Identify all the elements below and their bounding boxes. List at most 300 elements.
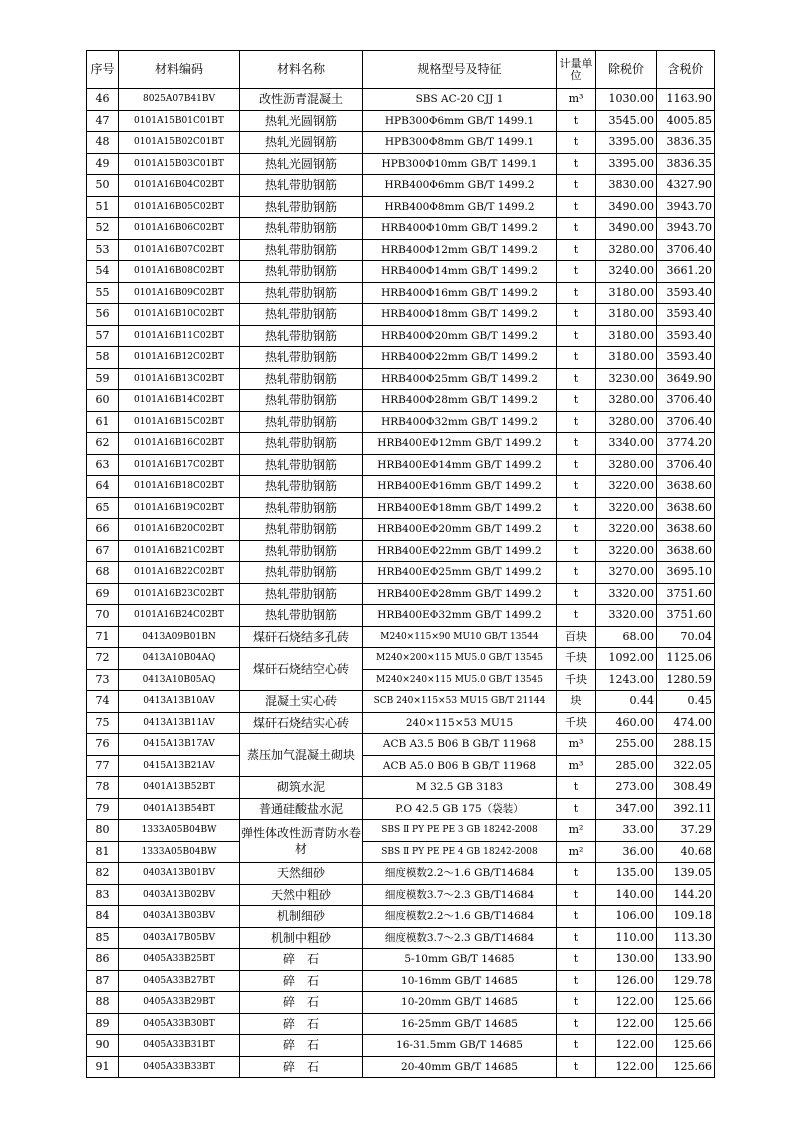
cell-name: 热轧带肋钢筋 bbox=[240, 540, 363, 562]
cell-name: 混凝土实心砖 bbox=[240, 691, 363, 713]
cell-price-ex: 130.00 bbox=[596, 949, 657, 971]
cell-unit: t bbox=[557, 433, 596, 455]
cell-unit: t bbox=[557, 540, 596, 562]
cell-spec: HRB400EΦ14mm GB/T 1499.2 bbox=[363, 454, 557, 476]
cell-unit: t bbox=[557, 798, 596, 820]
cell-price-in: 3593.40 bbox=[657, 282, 715, 304]
cell-price-ex: 3280.00 bbox=[596, 411, 657, 433]
cell-index: 54 bbox=[87, 261, 119, 283]
cell-spec: 10-16mm GB/T 14685 bbox=[363, 970, 557, 992]
table-row bbox=[87, 755, 715, 777]
cell-spec: 细度模数3.7～2.3 GB/T14684 bbox=[363, 927, 557, 949]
cell-name: 煤矸石烧结多孔砖 bbox=[240, 626, 363, 648]
cell-price-in: 3706.40 bbox=[657, 390, 715, 412]
cell-code: 0101A16B24C02BT bbox=[119, 605, 240, 627]
cell-price-ex: 3490.00 bbox=[596, 196, 657, 218]
cell-price-in: 1163.90 bbox=[657, 89, 715, 111]
cell-code: 0101A16B17C02BT bbox=[119, 454, 240, 476]
cell-unit: t bbox=[557, 949, 596, 971]
cell-index: 65 bbox=[87, 497, 119, 519]
cell-price-ex: 140.00 bbox=[596, 884, 657, 906]
cell-name: 热轧带肋钢筋 bbox=[240, 304, 363, 326]
table-row bbox=[87, 218, 715, 240]
cell-code: 0401A13B54BT bbox=[119, 798, 240, 820]
cell-name: 碎 石 bbox=[240, 992, 363, 1014]
cell-code: 0405A33B29BT bbox=[119, 992, 240, 1014]
cell-code: 0101A16B23C02BT bbox=[119, 583, 240, 605]
cell-unit: t bbox=[557, 368, 596, 390]
cell-unit: t bbox=[557, 992, 596, 1014]
cell-code: 0403A13B01BV bbox=[119, 863, 240, 885]
table-row bbox=[87, 304, 715, 326]
cell-code: 0101A16B20C02BT bbox=[119, 519, 240, 541]
cell-index: 69 bbox=[87, 583, 119, 605]
cell-unit: t bbox=[557, 863, 596, 885]
cell-index: 88 bbox=[87, 992, 119, 1014]
cell-price-in: 144.20 bbox=[657, 884, 715, 906]
table-row bbox=[87, 562, 715, 584]
header-spec: 规格型号及特征 bbox=[363, 51, 557, 89]
cell-index: 60 bbox=[87, 390, 119, 412]
cell-price-in: 3661.20 bbox=[657, 261, 715, 283]
cell-index: 73 bbox=[87, 669, 119, 691]
cell-spec: HRB400EΦ18mm GB/T 1499.2 bbox=[363, 497, 557, 519]
cell-name: 热轧带肋钢筋 bbox=[240, 562, 363, 584]
table-row bbox=[87, 110, 715, 132]
table-row bbox=[87, 411, 715, 433]
cell-price-in: 3751.60 bbox=[657, 605, 715, 627]
cell-spec: ACB A5.0 B06 B GB/T 11968 bbox=[363, 755, 557, 777]
cell-name: 热轧带肋钢筋 bbox=[240, 390, 363, 412]
cell-unit: t bbox=[557, 239, 596, 261]
cell-spec: 细度模数2.2～1.6 GB/T14684 bbox=[363, 906, 557, 928]
cell-name: 热轧光圆钢筋 bbox=[240, 110, 363, 132]
cell-spec: 240×115×53 MU15 bbox=[363, 712, 557, 734]
cell-name: 热轧带肋钢筋 bbox=[240, 519, 363, 541]
table-row bbox=[87, 734, 715, 756]
table-row bbox=[87, 261, 715, 283]
cell-unit: t bbox=[557, 411, 596, 433]
cell-spec: HRB400EΦ12mm GB/T 1499.2 bbox=[363, 433, 557, 455]
cell-price-in: 1280.59 bbox=[657, 669, 715, 691]
cell-unit: 千块 bbox=[557, 712, 596, 734]
cell-price-ex: 3320.00 bbox=[596, 583, 657, 605]
cell-price-ex: 106.00 bbox=[596, 906, 657, 928]
table-row bbox=[87, 777, 715, 799]
cell-index: 72 bbox=[87, 648, 119, 670]
table-row bbox=[87, 175, 715, 197]
cell-price-ex: 285.00 bbox=[596, 755, 657, 777]
cell-name: 热轧光圆钢筋 bbox=[240, 132, 363, 154]
cell-index: 66 bbox=[87, 519, 119, 541]
table-row bbox=[87, 390, 715, 412]
cell-spec: M 32.5 GB 3183 bbox=[363, 777, 557, 799]
cell-name: 热轧光圆钢筋 bbox=[240, 153, 363, 175]
cell-index: 76 bbox=[87, 734, 119, 756]
cell-price-ex: 1092.00 bbox=[596, 648, 657, 670]
header-price-ex: 除税价 bbox=[596, 51, 657, 89]
table-row bbox=[87, 347, 715, 369]
cell-code: 0405A33B27BT bbox=[119, 970, 240, 992]
header-index: 序号 bbox=[87, 51, 119, 89]
cell-code: 0401A13B52BT bbox=[119, 777, 240, 799]
cell-price-in: 3706.40 bbox=[657, 411, 715, 433]
cell-spec: HPB300Φ10mm GB/T 1499.1 bbox=[363, 153, 557, 175]
table-row bbox=[87, 1056, 715, 1078]
cell-index: 64 bbox=[87, 476, 119, 498]
cell-code: 0101A16B12C02BT bbox=[119, 347, 240, 369]
cell-index: 75 bbox=[87, 712, 119, 734]
cell-spec: SBS Ⅱ PY PE PE 4 GB 18242-2008 bbox=[363, 841, 557, 863]
cell-price-in: 3593.40 bbox=[657, 325, 715, 347]
cell-name: 热轧带肋钢筋 bbox=[240, 476, 363, 498]
table-row bbox=[87, 454, 715, 476]
cell-price-in: 0.45 bbox=[657, 691, 715, 713]
cell-name: 热轧带肋钢筋 bbox=[240, 497, 363, 519]
cell-price-in: 70.04 bbox=[657, 626, 715, 648]
cell-price-in: 3638.60 bbox=[657, 497, 715, 519]
cell-spec: 16-31.5mm GB/T 14685 bbox=[363, 1035, 557, 1057]
cell-price-in: 3774.20 bbox=[657, 433, 715, 455]
cell-price-ex: 3280.00 bbox=[596, 390, 657, 412]
cell-code: 0101A16B22C02BT bbox=[119, 562, 240, 584]
cell-unit: t bbox=[557, 583, 596, 605]
cell-price-in: 125.66 bbox=[657, 1013, 715, 1035]
cell-code: 0101A15B01C01BT bbox=[119, 110, 240, 132]
cell-index: 61 bbox=[87, 411, 119, 433]
cell-code: 0101A16B05C02BT bbox=[119, 196, 240, 218]
cell-index: 56 bbox=[87, 304, 119, 326]
table-row bbox=[87, 433, 715, 455]
cell-name: 热轧带肋钢筋 bbox=[240, 433, 363, 455]
cell-price-ex: 0.44 bbox=[596, 691, 657, 713]
cell-unit: t bbox=[557, 1013, 596, 1035]
cell-unit: t bbox=[557, 153, 596, 175]
cell-spec: HRB400Φ16mm GB/T 1499.2 bbox=[363, 282, 557, 304]
cell-spec: HRB400Φ20mm GB/T 1499.2 bbox=[363, 325, 557, 347]
cell-unit: t bbox=[557, 1056, 596, 1078]
cell-price-in: 3706.40 bbox=[657, 454, 715, 476]
cell-price-ex: 1243.00 bbox=[596, 669, 657, 691]
cell-name: 热轧带肋钢筋 bbox=[240, 454, 363, 476]
cell-price-in: 125.66 bbox=[657, 1056, 715, 1078]
cell-spec: 细度模数2.2～1.6 GB/T14684 bbox=[363, 863, 557, 885]
cell-unit: t bbox=[557, 970, 596, 992]
cell-code: 0413A10B04AQ bbox=[119, 648, 240, 670]
cell-spec: M240×240×115 MU5.0 GB/T 13545 bbox=[363, 669, 557, 691]
header-unit: 计量单位 bbox=[557, 51, 596, 89]
cell-price-ex: 347.00 bbox=[596, 798, 657, 820]
cell-code: 0403A13B03BV bbox=[119, 906, 240, 928]
cell-name: 碎 石 bbox=[240, 1035, 363, 1057]
table-row bbox=[87, 325, 715, 347]
cell-price-in: 125.66 bbox=[657, 1035, 715, 1057]
cell-unit: t bbox=[557, 261, 596, 283]
cell-index: 70 bbox=[87, 605, 119, 627]
cell-code: 1333A05B04BW bbox=[119, 841, 240, 863]
table-row bbox=[87, 970, 715, 992]
cell-price-ex: 1030.00 bbox=[596, 89, 657, 111]
cell-code: 0101A16B21C02BT bbox=[119, 540, 240, 562]
cell-unit: m² bbox=[557, 820, 596, 842]
cell-code: 0101A16B13C02BT bbox=[119, 368, 240, 390]
table-row bbox=[87, 798, 715, 820]
cell-spec: 20-40mm GB/T 14685 bbox=[363, 1056, 557, 1078]
cell-code: 1333A05B04BW bbox=[119, 820, 240, 842]
cell-name: 碎 石 bbox=[240, 1056, 363, 1078]
cell-unit: t bbox=[557, 325, 596, 347]
cell-code: 0405A33B30BT bbox=[119, 1013, 240, 1035]
cell-name: 天然细砂 bbox=[240, 863, 363, 885]
cell-code: 0405A33B25BT bbox=[119, 949, 240, 971]
cell-price-ex: 3280.00 bbox=[596, 239, 657, 261]
cell-index: 71 bbox=[87, 626, 119, 648]
cell-price-ex: 3490.00 bbox=[596, 218, 657, 240]
cell-price-ex: 255.00 bbox=[596, 734, 657, 756]
cell-index: 81 bbox=[87, 841, 119, 863]
cell-price-in: 3593.40 bbox=[657, 304, 715, 326]
cell-spec: P.O 42.5 GB 175（袋装） bbox=[363, 798, 557, 820]
cell-code: 0413A09B01BN bbox=[119, 626, 240, 648]
cell-price-ex: 122.00 bbox=[596, 992, 657, 1014]
cell-price-ex: 3240.00 bbox=[596, 261, 657, 283]
cell-spec: HPB300Φ6mm GB/T 1499.1 bbox=[363, 110, 557, 132]
cell-spec: SBS Ⅱ PY PE PE 3 GB 18242-2008 bbox=[363, 820, 557, 842]
cell-price-in: 37.29 bbox=[657, 820, 715, 842]
cell-price-ex: 3230.00 bbox=[596, 368, 657, 390]
cell-index: 58 bbox=[87, 347, 119, 369]
cell-index: 85 bbox=[87, 927, 119, 949]
cell-price-in: 109.18 bbox=[657, 906, 715, 928]
table-row bbox=[87, 89, 715, 111]
cell-price-in: 474.00 bbox=[657, 712, 715, 734]
cell-code: 0101A15B02C01BT bbox=[119, 132, 240, 154]
table-row bbox=[87, 196, 715, 218]
cell-price-ex: 135.00 bbox=[596, 863, 657, 885]
cell-index: 57 bbox=[87, 325, 119, 347]
cell-name: 改性沥青混凝土 bbox=[240, 89, 363, 111]
cell-name: 碎 石 bbox=[240, 970, 363, 992]
cell-unit: t bbox=[557, 497, 596, 519]
table-row bbox=[87, 712, 715, 734]
cell-price-ex: 122.00 bbox=[596, 1056, 657, 1078]
cell-index: 47 bbox=[87, 110, 119, 132]
cell-index: 90 bbox=[87, 1035, 119, 1057]
table-row bbox=[87, 863, 715, 885]
cell-price-in: 1125.06 bbox=[657, 648, 715, 670]
cell-price-in: 3943.70 bbox=[657, 218, 715, 240]
table-row bbox=[87, 1013, 715, 1035]
cell-unit: m³ bbox=[557, 755, 596, 777]
cell-index: 46 bbox=[87, 89, 119, 111]
cell-spec: HRB400EΦ28mm GB/T 1499.2 bbox=[363, 583, 557, 605]
cell-index: 49 bbox=[87, 153, 119, 175]
table-row bbox=[87, 476, 715, 498]
cell-name: 热轧带肋钢筋 bbox=[240, 218, 363, 240]
cell-unit: t bbox=[557, 347, 596, 369]
cell-price-in: 3706.40 bbox=[657, 239, 715, 261]
cell-spec: HRB400Φ32mm GB/T 1499.2 bbox=[363, 411, 557, 433]
cell-price-ex: 3340.00 bbox=[596, 433, 657, 455]
cell-code: 0101A16B18C02BT bbox=[119, 476, 240, 498]
cell-price-in: 3638.60 bbox=[657, 476, 715, 498]
cell-spec: M240×115×90 MU10 GB/T 13544 bbox=[363, 626, 557, 648]
cell-price-ex: 33.00 bbox=[596, 820, 657, 842]
cell-price-ex: 460.00 bbox=[596, 712, 657, 734]
cell-price-in: 3649.90 bbox=[657, 368, 715, 390]
cell-spec: HRB400EΦ20mm GB/T 1499.2 bbox=[363, 519, 557, 541]
cell-price-in: 3943.70 bbox=[657, 196, 715, 218]
cell-name: 热轧带肋钢筋 bbox=[240, 239, 363, 261]
table-row bbox=[87, 519, 715, 541]
cell-price-in: 3638.60 bbox=[657, 519, 715, 541]
table-row bbox=[87, 927, 715, 949]
cell-name: 机制中粗砂 bbox=[240, 927, 363, 949]
cell-spec: HRB400Φ10mm GB/T 1499.2 bbox=[363, 218, 557, 240]
cell-code: 0415A13B21AV bbox=[119, 755, 240, 777]
cell-unit: m³ bbox=[557, 89, 596, 111]
cell-name: 热轧带肋钢筋 bbox=[240, 196, 363, 218]
cell-price-ex: 122.00 bbox=[596, 1013, 657, 1035]
cell-code: 0101A16B19C02BT bbox=[119, 497, 240, 519]
cell-spec: HRB400Φ8mm GB/T 1499.2 bbox=[363, 196, 557, 218]
table-row bbox=[87, 949, 715, 971]
cell-code: 0405A33B33BT bbox=[119, 1056, 240, 1078]
cell-price-ex: 126.00 bbox=[596, 970, 657, 992]
table-row bbox=[87, 497, 715, 519]
cell-price-ex: 3180.00 bbox=[596, 304, 657, 326]
table-body bbox=[87, 89, 715, 1078]
cell-spec: 10-20mm GB/T 14685 bbox=[363, 992, 557, 1014]
cell-code: 0415A13B17AV bbox=[119, 734, 240, 756]
cell-price-ex: 3280.00 bbox=[596, 454, 657, 476]
cell-unit: t bbox=[557, 175, 596, 197]
cell-price-ex: 110.00 bbox=[596, 927, 657, 949]
cell-price-ex: 3395.00 bbox=[596, 153, 657, 175]
cell-name: 热轧带肋钢筋 bbox=[240, 605, 363, 627]
cell-price-ex: 3220.00 bbox=[596, 497, 657, 519]
table-row bbox=[87, 540, 715, 562]
cell-unit: t bbox=[557, 884, 596, 906]
cell-price-in: 125.66 bbox=[657, 992, 715, 1014]
cell-price-ex: 122.00 bbox=[596, 1035, 657, 1057]
cell-name: 煤矸石烧结空心砖 bbox=[240, 648, 363, 691]
cell-spec: HRB400Φ25mm GB/T 1499.2 bbox=[363, 368, 557, 390]
cell-index: 83 bbox=[87, 884, 119, 906]
cell-code: 0413A13B11AV bbox=[119, 712, 240, 734]
cell-spec: SCB 240×115×53 MU15 GB/T 21144 bbox=[363, 691, 557, 713]
cell-price-ex: 3545.00 bbox=[596, 110, 657, 132]
cell-price-ex: 68.00 bbox=[596, 626, 657, 648]
cell-name: 砌筑水泥 bbox=[240, 777, 363, 799]
cell-spec: HRB400Φ14mm GB/T 1499.2 bbox=[363, 261, 557, 283]
table-row bbox=[87, 906, 715, 928]
header-code: 材料编码 bbox=[119, 51, 240, 89]
cell-unit: t bbox=[557, 519, 596, 541]
cell-price-in: 139.05 bbox=[657, 863, 715, 885]
table-row bbox=[87, 669, 715, 691]
cell-name: 普通硅酸盐水泥 bbox=[240, 798, 363, 820]
cell-code: 8025A07B41BV bbox=[119, 89, 240, 111]
cell-price-in: 392.11 bbox=[657, 798, 715, 820]
table-row bbox=[87, 992, 715, 1014]
cell-name: 天然中粗砂 bbox=[240, 884, 363, 906]
cell-index: 55 bbox=[87, 282, 119, 304]
cell-price-ex: 36.00 bbox=[596, 841, 657, 863]
cell-name: 蒸压加气混凝土砌块 bbox=[240, 734, 363, 777]
cell-price-in: 3638.60 bbox=[657, 540, 715, 562]
cell-unit: t bbox=[557, 390, 596, 412]
cell-name: 弹性体改性沥青防水卷材 bbox=[240, 820, 363, 863]
cell-name: 热轧带肋钢筋 bbox=[240, 261, 363, 283]
table-header-row bbox=[87, 51, 715, 89]
table-row bbox=[87, 626, 715, 648]
cell-index: 91 bbox=[87, 1056, 119, 1078]
cell-price-in: 129.78 bbox=[657, 970, 715, 992]
cell-name: 热轧带肋钢筋 bbox=[240, 282, 363, 304]
cell-price-ex: 3180.00 bbox=[596, 325, 657, 347]
cell-name: 热轧带肋钢筋 bbox=[240, 583, 363, 605]
cell-code: 0101A16B06C02BT bbox=[119, 218, 240, 240]
cell-code: 0405A33B31BT bbox=[119, 1035, 240, 1057]
cell-index: 52 bbox=[87, 218, 119, 240]
cell-index: 53 bbox=[87, 239, 119, 261]
table-row bbox=[87, 1035, 715, 1057]
cell-price-in: 322.05 bbox=[657, 755, 715, 777]
cell-index: 67 bbox=[87, 540, 119, 562]
cell-unit: t bbox=[557, 906, 596, 928]
cell-price-in: 3695.10 bbox=[657, 562, 715, 584]
cell-index: 51 bbox=[87, 196, 119, 218]
cell-code: 0101A16B04C02BT bbox=[119, 175, 240, 197]
cell-index: 78 bbox=[87, 777, 119, 799]
table-row bbox=[87, 153, 715, 175]
cell-index: 80 bbox=[87, 820, 119, 842]
cell-code: 0413A13B10AV bbox=[119, 691, 240, 713]
cell-spec: HRB400EΦ32mm GB/T 1499.2 bbox=[363, 605, 557, 627]
cell-spec: 16-25mm GB/T 14685 bbox=[363, 1013, 557, 1035]
cell-code: 0403A13B02BV bbox=[119, 884, 240, 906]
cell-spec: HRB400Φ12mm GB/T 1499.2 bbox=[363, 239, 557, 261]
cell-index: 86 bbox=[87, 949, 119, 971]
cell-spec: HRB400EΦ25mm GB/T 1499.2 bbox=[363, 562, 557, 584]
cell-spec: HPB300Φ8mm GB/T 1499.1 bbox=[363, 132, 557, 154]
cell-code: 0413A10B05AQ bbox=[119, 669, 240, 691]
cell-price-in: 288.15 bbox=[657, 734, 715, 756]
cell-price-in: 3836.35 bbox=[657, 153, 715, 175]
table-row bbox=[87, 282, 715, 304]
cell-price-in: 3593.40 bbox=[657, 347, 715, 369]
table-row bbox=[87, 820, 715, 842]
cell-spec: HRB400EΦ22mm GB/T 1499.2 bbox=[363, 540, 557, 562]
table-row bbox=[87, 132, 715, 154]
cell-price-ex: 3220.00 bbox=[596, 476, 657, 498]
cell-index: 59 bbox=[87, 368, 119, 390]
table-row bbox=[87, 884, 715, 906]
table-row bbox=[87, 691, 715, 713]
cell-spec: HRB400Φ6mm GB/T 1499.2 bbox=[363, 175, 557, 197]
cell-spec: HRB400Φ18mm GB/T 1499.2 bbox=[363, 304, 557, 326]
cell-code: 0101A16B15C02BT bbox=[119, 411, 240, 433]
cell-index: 50 bbox=[87, 175, 119, 197]
cell-name: 碎 石 bbox=[240, 1013, 363, 1035]
cell-unit: 块 bbox=[557, 691, 596, 713]
cell-unit: t bbox=[557, 476, 596, 498]
cell-price-ex: 3180.00 bbox=[596, 347, 657, 369]
cell-index: 89 bbox=[87, 1013, 119, 1035]
cell-spec: ACB A3.5 B06 B GB/T 11968 bbox=[363, 734, 557, 756]
cell-spec: SBS AC-20 CJJ 1 bbox=[363, 89, 557, 111]
